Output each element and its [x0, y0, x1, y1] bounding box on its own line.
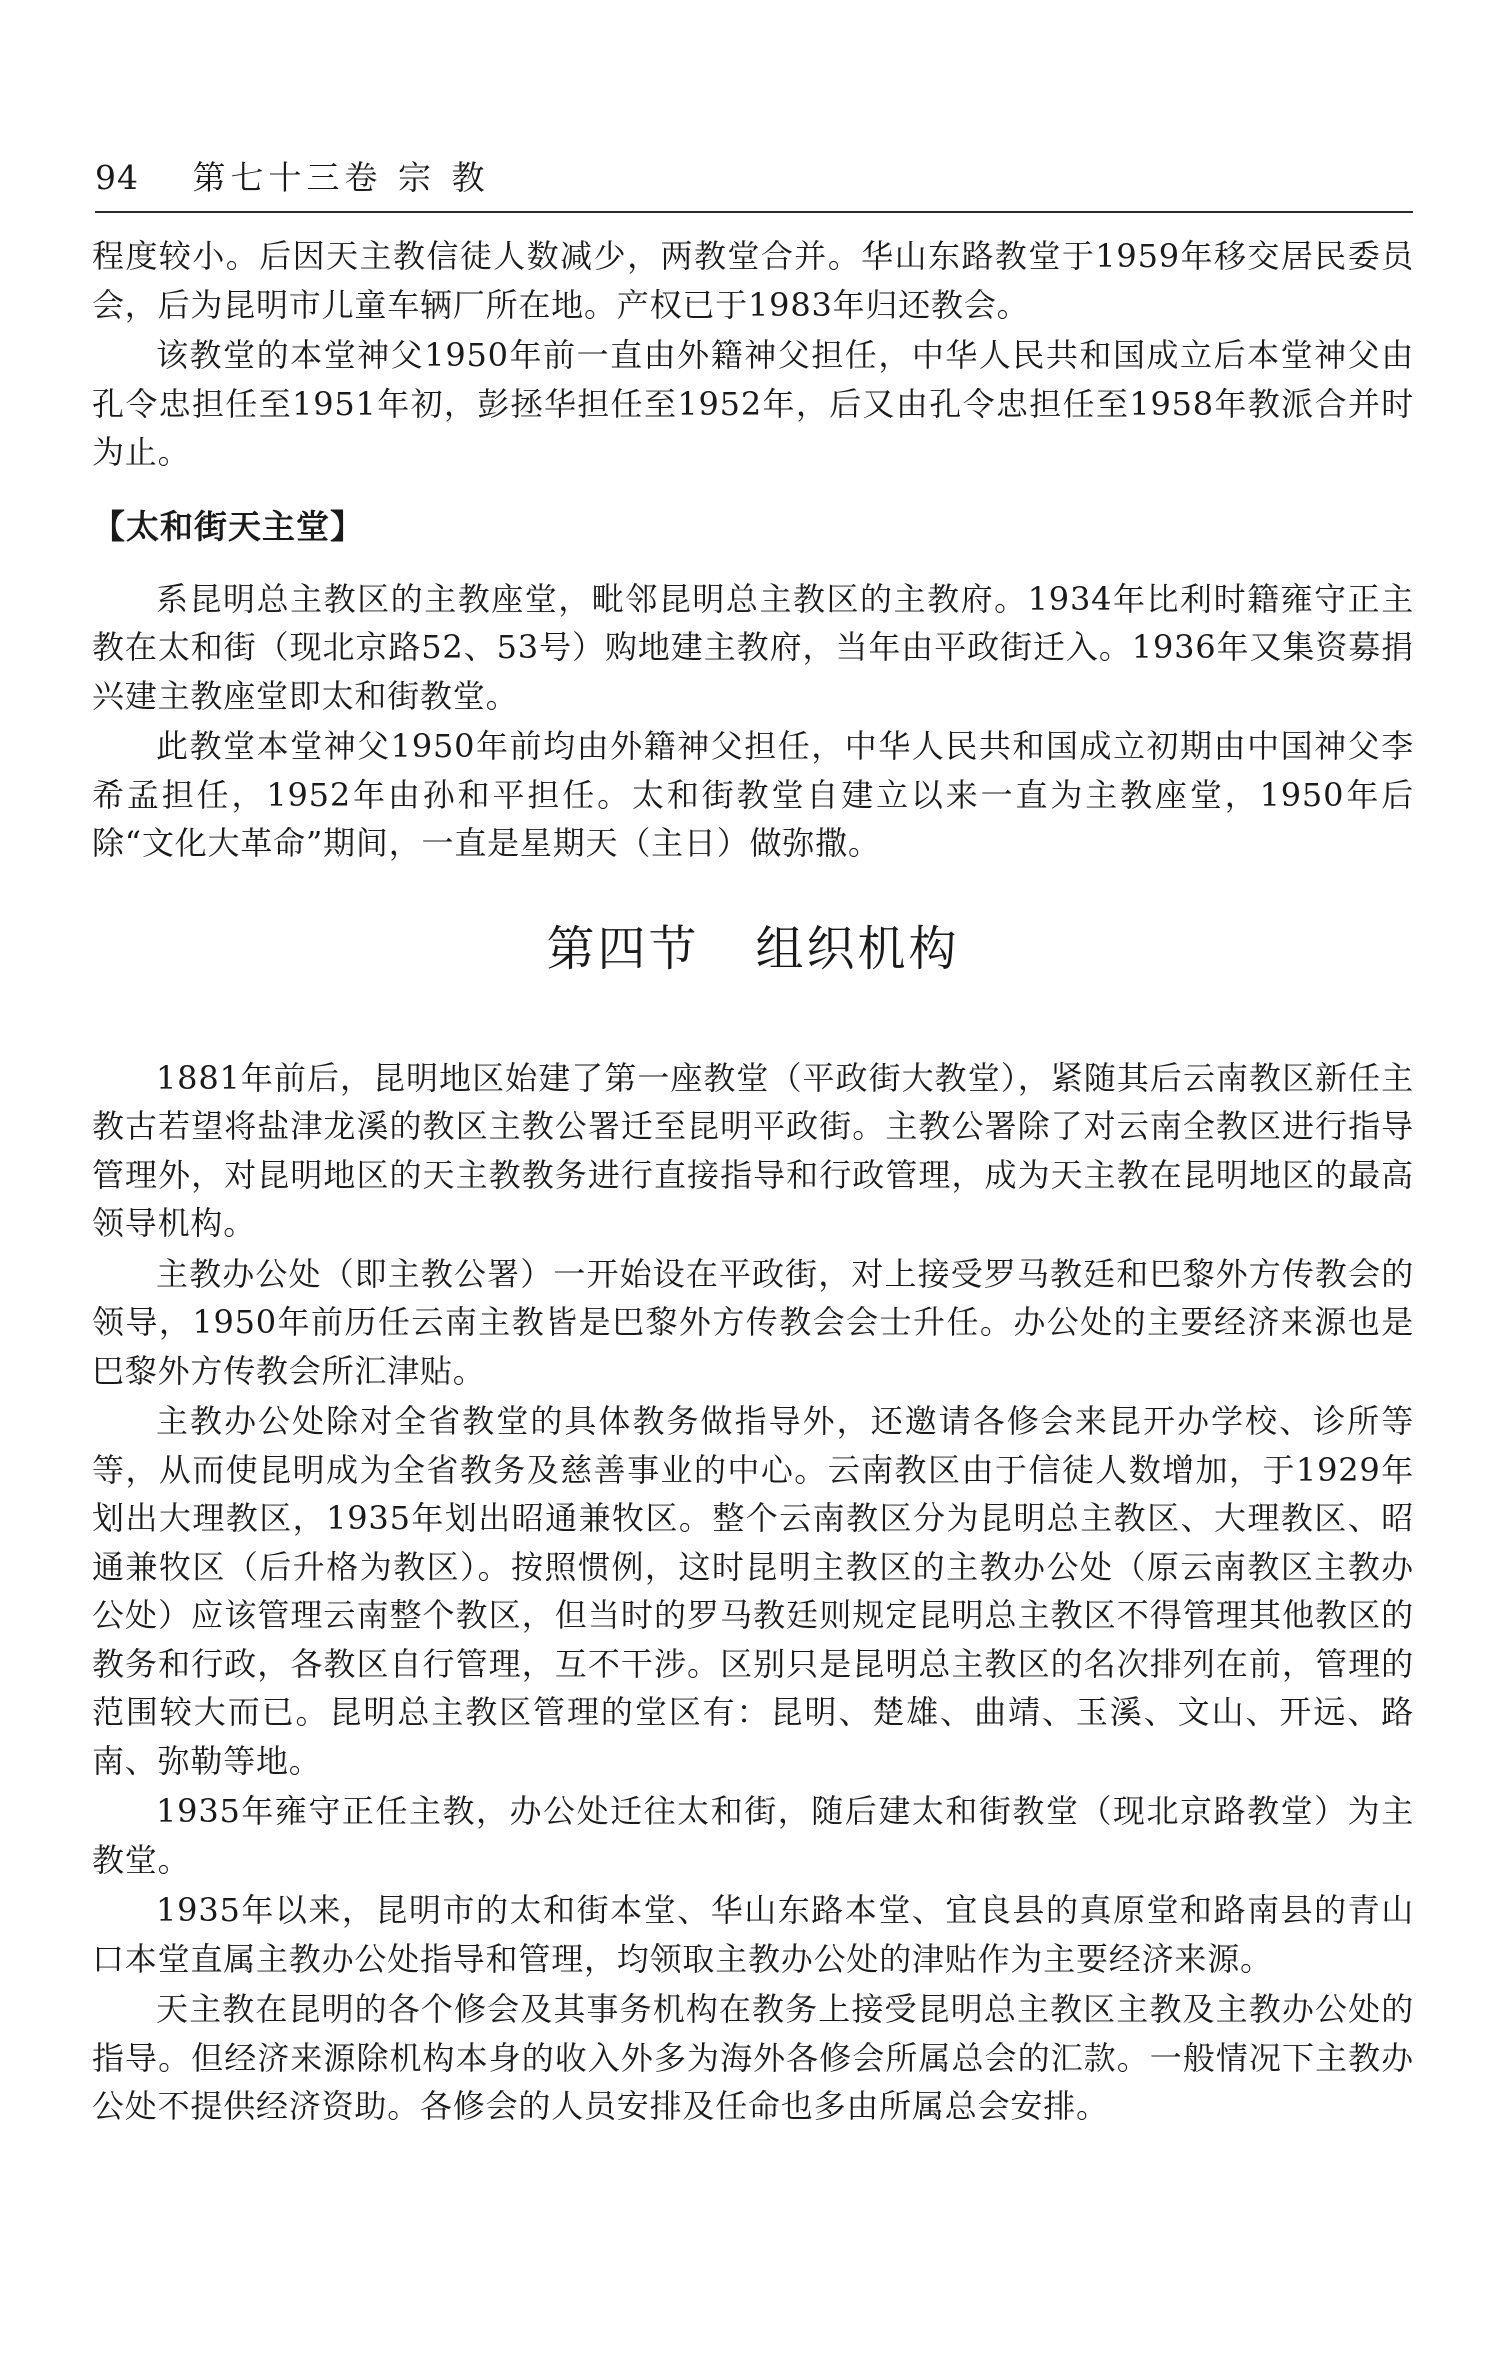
- subsection-title: 【太和街天主堂】: [92, 506, 364, 546]
- page-header: [95, 148, 1413, 208]
- page-body: [92, 232, 1414, 2133]
- paragraph: 1935年雍守正任主教，办公处迁往太和街，随后建太和街教堂（现北京路教堂）为主教堂。: [92, 1792, 1414, 1879]
- paragraph: 此教堂本堂神父1950年前均由外籍神父担任，中华人民共和国成立初期由中国神父李希孟担任，1952年由孙和平担任。太和街教堂自建立以来一直为主教座堂，1950年后除“文化大革命”期间，一直是星期天（主日）做弥撒。: [92, 727, 1414, 862]
- paragraph-continued: 程度较小。后因天主教信徒人数减少，两教堂合并。华山东路教堂于1959年移交居民委员会，后为昆明市儿童车辆厂所在地。产权已于1983年归还教会。: [92, 237, 1414, 324]
- page-number: 94: [95, 158, 139, 197]
- header-rule: [95, 211, 1413, 213]
- paragraph: 天主教在昆明的各个修会及其事务机构在教务上接受昆明总主教区主教及主教办公处的指导。但经济来源除机构本身的收入外多为海外各修会所属总会的汇款。一般情况下主教办公处不提供经济资助。各修会的人员安排及任命也多由所属总会安排。: [92, 1990, 1414, 2125]
- section-number: 第四节: [546, 920, 700, 977]
- paragraph: 1935年以来，昆明市的太和街本堂、华山东路本堂、宜良县的真原堂和路南县的青山口本堂直属主教办公处指导和管理，均领取主教办公处的津贴作为主要经济来源。: [92, 1891, 1414, 1978]
- paragraph: 系昆明总主教区的主教座堂，毗邻昆明总主教区的主教府。1934年比利时籍雍守正主教在太和街（现北京路52、53号）购地建主教府，当年由平政街迁入。1936年又集资募捐兴建主教座堂即太和街教堂。: [92, 579, 1414, 715]
- section-name: 组织机构: [755, 920, 960, 977]
- header-volume-title: 第七十三卷 宗 教: [192, 158, 490, 197]
- paragraph: 该教堂的本堂神父1950年前一直由外籍神父担任，中华人民共和国成立后本堂神父由孔令忠担任至1951年初，彭拯华担任至1952年，后又由孔令忠担任至1958年教派合并时为止。: [92, 336, 1414, 471]
- paragraph: 主教办公处除对全省教堂的具体教务做指导外，还邀请各修会来昆开办学校、诊所等等，从而使昆明成为全省教务及慈善事业的中心。云南教区由于信徒人数增加，于1929年划出大理教区，1935年划出昭通兼牧区。整个云南教区分为昆明总主教区、大理教区、昭通兼牧区（后升格为教区）。按照惯例，这时昆明主教区的主教办公处（原云南教区主教办公处）应该管理云南整个教区，但当时的罗马教廷则规定昆明总主教区不得管理其他教区的教务和行政，各教区自行管理，互不干涉。区别只是昆明总主教区的名次排列在前，管理的范围较大而已。昆明总主教区管理的堂区有：昆明、楚雄、曲靖、玉溪、文山、开远、路南、弥勒等地。: [92, 1402, 1414, 1780]
- section-title: [92, 916, 1414, 982]
- paragraph: 主教办公处（即主教公署）一开始设在平政街，对上接受罗马教廷和巴黎外方传教会的领导，1950年前历任云南主教皆是巴黎外方传教会会士升任。办公处的主要经济来源也是巴黎外方传教会所汇津贴。: [92, 1254, 1414, 1390]
- paragraph: 1881年前后，昆明地区始建了第一座教堂（平政街大教堂），紧随其后云南教区新任主教古若望将盐津龙溪的教区主教公署迁至昆明平政街。主教公署除了对云南全教区进行指导管理外，对昆明地区的天主教教务进行直接指导和行政管理，成为天主教在昆明地区的最高领导机构。: [92, 1058, 1414, 1242]
